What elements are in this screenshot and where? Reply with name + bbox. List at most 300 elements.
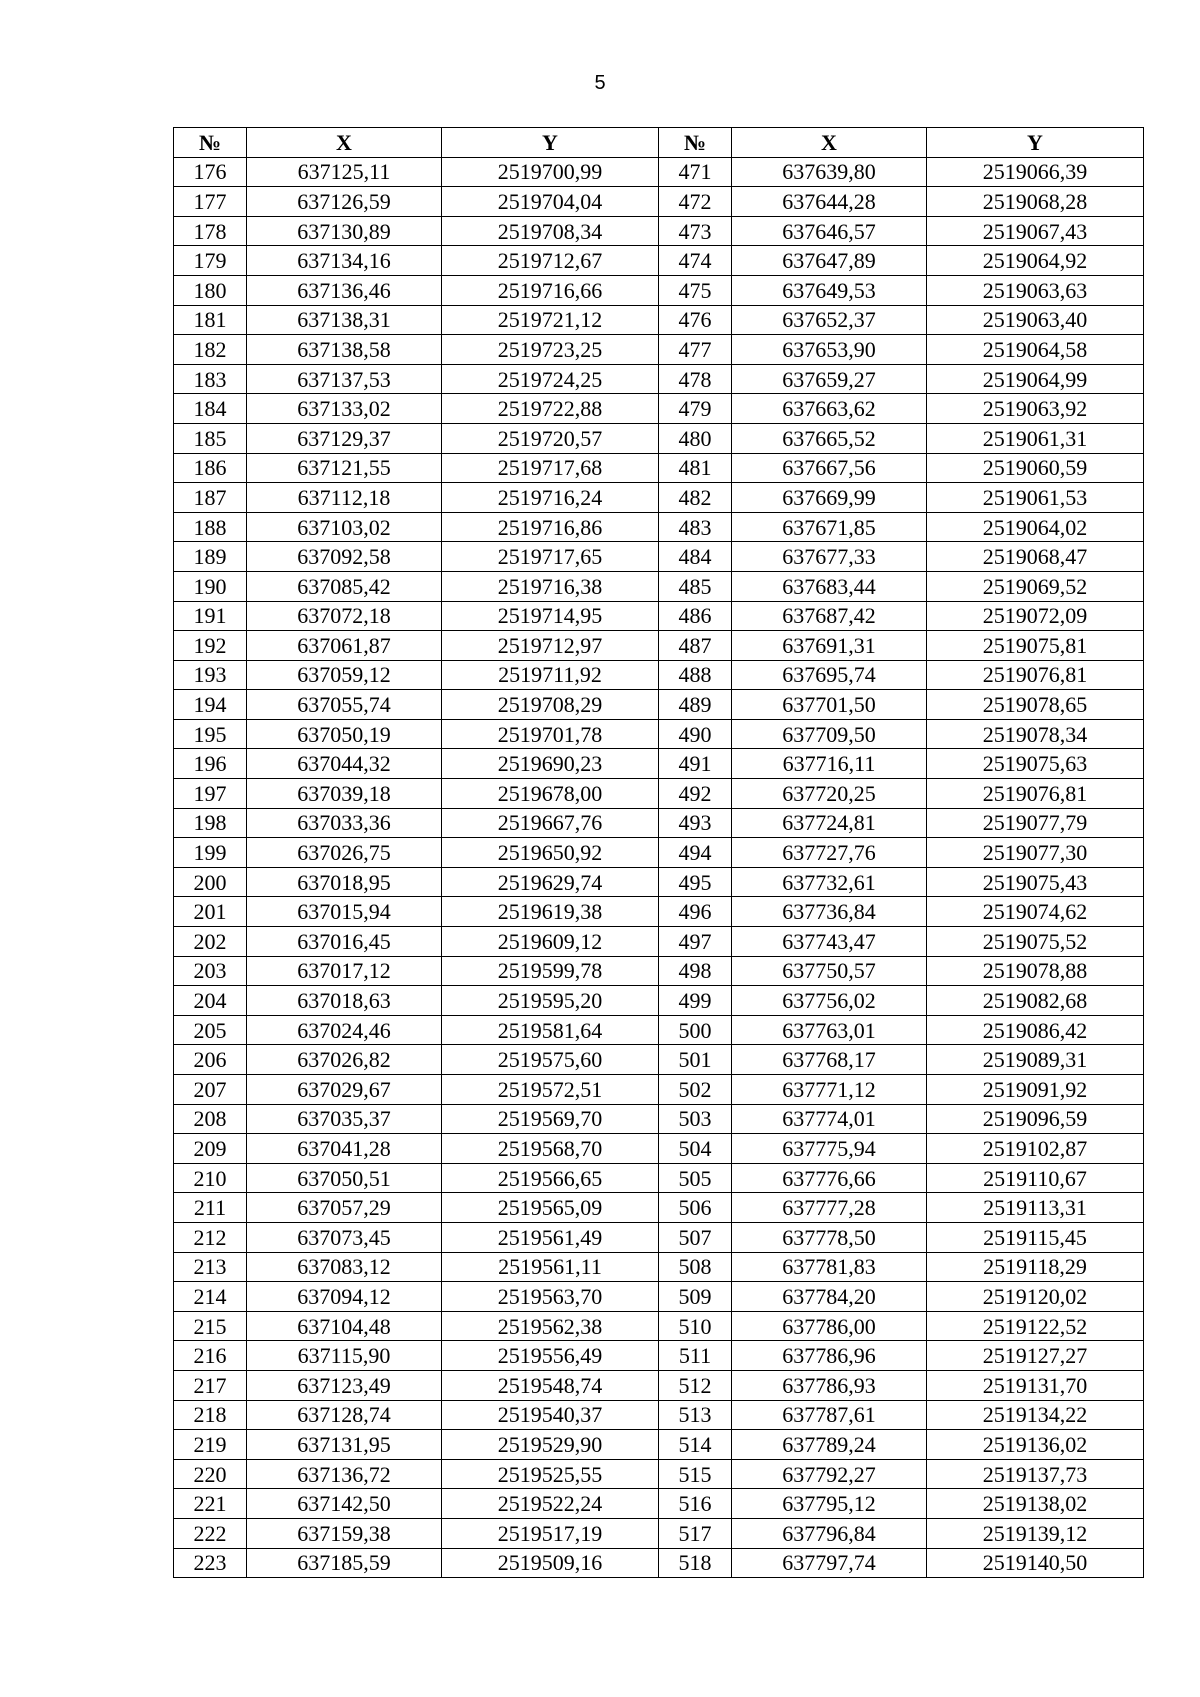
cell-x-right: 637786,93 xyxy=(732,1370,927,1400)
cell-y-left: 2519720,57 xyxy=(442,423,659,453)
cell-y-left: 2519723,25 xyxy=(442,335,659,365)
table-row xyxy=(174,571,1144,601)
table-row xyxy=(174,927,1144,957)
cell-x-right: 637724,81 xyxy=(732,808,927,838)
cell-y-left: 2519548,74 xyxy=(442,1370,659,1400)
table-row xyxy=(174,1193,1144,1223)
coordinates-table xyxy=(173,127,1144,1578)
cell-number-left: 214 xyxy=(174,1282,247,1312)
table-row xyxy=(174,1518,1144,1548)
table-row xyxy=(174,1163,1144,1193)
cell-y-right: 2519077,79 xyxy=(927,808,1144,838)
cell-y-left: 2519667,76 xyxy=(442,808,659,838)
cell-y-right: 2519102,87 xyxy=(927,1134,1144,1164)
cell-y-right: 2519120,02 xyxy=(927,1282,1144,1312)
cell-number-right: 508 xyxy=(659,1252,732,1282)
table-row xyxy=(174,956,1144,986)
cell-x-left: 637138,58 xyxy=(247,335,442,365)
cell-x-right: 637795,12 xyxy=(732,1489,927,1519)
cell-number-left: 223 xyxy=(174,1548,247,1578)
cell-x-right: 637787,61 xyxy=(732,1400,927,1430)
cell-y-left: 2519619,38 xyxy=(442,897,659,927)
cell-y-right: 2519076,81 xyxy=(927,660,1144,690)
cell-number-right: 480 xyxy=(659,423,732,453)
cell-number-left: 213 xyxy=(174,1252,247,1282)
cell-y-left: 2519561,49 xyxy=(442,1222,659,1252)
cell-y-left: 2519629,74 xyxy=(442,867,659,897)
cell-x-right: 637786,96 xyxy=(732,1341,927,1371)
cell-x-left: 637104,48 xyxy=(247,1311,442,1341)
header-number-right: № xyxy=(659,128,732,158)
cell-y-right: 2519134,22 xyxy=(927,1400,1144,1430)
cell-x-left: 637125,11 xyxy=(247,157,442,187)
cell-number-right: 514 xyxy=(659,1430,732,1460)
cell-x-right: 637687,42 xyxy=(732,601,927,631)
cell-x-left: 637137,53 xyxy=(247,364,442,394)
cell-y-left: 2519509,16 xyxy=(442,1548,659,1578)
cell-x-right: 637669,99 xyxy=(732,483,927,513)
cell-number-right: 490 xyxy=(659,719,732,749)
cell-y-right: 2519075,52 xyxy=(927,927,1144,957)
cell-number-right: 496 xyxy=(659,897,732,927)
cell-x-right: 637797,74 xyxy=(732,1548,927,1578)
cell-number-right: 481 xyxy=(659,453,732,483)
table-row xyxy=(174,1430,1144,1460)
cell-number-right: 482 xyxy=(659,483,732,513)
cell-y-left: 2519650,92 xyxy=(442,838,659,868)
cell-x-right: 637647,89 xyxy=(732,246,927,276)
table-row xyxy=(174,394,1144,424)
table-row xyxy=(174,1252,1144,1282)
cell-number-left: 184 xyxy=(174,394,247,424)
cell-x-right: 637659,27 xyxy=(732,364,927,394)
cell-y-right: 2519089,31 xyxy=(927,1045,1144,1075)
cell-y-left: 2519566,65 xyxy=(442,1163,659,1193)
cell-x-left: 637112,18 xyxy=(247,483,442,513)
cell-x-right: 637683,44 xyxy=(732,571,927,601)
cell-number-right: 477 xyxy=(659,335,732,365)
cell-x-right: 637743,47 xyxy=(732,927,927,957)
cell-y-right: 2519078,34 xyxy=(927,719,1144,749)
cell-x-right: 637784,20 xyxy=(732,1282,927,1312)
cell-number-left: 205 xyxy=(174,1015,247,1045)
cell-y-right: 2519078,65 xyxy=(927,690,1144,720)
cell-number-right: 502 xyxy=(659,1075,732,1105)
cell-x-left: 637018,95 xyxy=(247,867,442,897)
cell-number-right: 486 xyxy=(659,601,732,631)
cell-number-left: 209 xyxy=(174,1134,247,1164)
cell-y-right: 2519061,31 xyxy=(927,423,1144,453)
cell-y-left: 2519690,23 xyxy=(442,749,659,779)
cell-x-left: 637103,02 xyxy=(247,512,442,542)
cell-x-right: 637652,37 xyxy=(732,305,927,335)
cell-number-right: 505 xyxy=(659,1163,732,1193)
cell-y-right: 2519068,47 xyxy=(927,542,1144,572)
table-row xyxy=(174,1282,1144,1312)
cell-x-left: 637115,90 xyxy=(247,1341,442,1371)
table-row xyxy=(174,1370,1144,1400)
cell-number-left: 179 xyxy=(174,246,247,276)
table-row xyxy=(174,1459,1144,1489)
cell-x-right: 637653,90 xyxy=(732,335,927,365)
cell-y-left: 2519704,04 xyxy=(442,187,659,217)
cell-number-right: 504 xyxy=(659,1134,732,1164)
cell-y-right: 2519127,27 xyxy=(927,1341,1144,1371)
header-x-right: X xyxy=(732,128,927,158)
cell-y-right: 2519115,45 xyxy=(927,1222,1144,1252)
table-row xyxy=(174,275,1144,305)
table-row xyxy=(174,601,1144,631)
cell-y-right: 2519063,63 xyxy=(927,275,1144,305)
cell-x-left: 637128,74 xyxy=(247,1400,442,1430)
cell-y-right: 2519096,59 xyxy=(927,1104,1144,1134)
cell-number-right: 497 xyxy=(659,927,732,957)
cell-number-left: 196 xyxy=(174,749,247,779)
table-row xyxy=(174,690,1144,720)
table-row xyxy=(174,897,1144,927)
cell-x-right: 637665,52 xyxy=(732,423,927,453)
cell-y-right: 2519110,67 xyxy=(927,1163,1144,1193)
cell-number-right: 487 xyxy=(659,631,732,661)
cell-number-left: 216 xyxy=(174,1341,247,1371)
cell-number-left: 211 xyxy=(174,1193,247,1223)
cell-x-right: 637701,50 xyxy=(732,690,927,720)
cell-x-left: 637138,31 xyxy=(247,305,442,335)
cell-y-left: 2519716,24 xyxy=(442,483,659,513)
cell-number-left: 176 xyxy=(174,157,247,187)
cell-number-left: 207 xyxy=(174,1075,247,1105)
cell-x-right: 637750,57 xyxy=(732,956,927,986)
cell-y-left: 2519716,38 xyxy=(442,571,659,601)
cell-x-right: 637667,56 xyxy=(732,453,927,483)
cell-y-right: 2519063,40 xyxy=(927,305,1144,335)
cell-number-right: 499 xyxy=(659,986,732,1016)
cell-x-left: 637083,12 xyxy=(247,1252,442,1282)
cell-y-right: 2519131,70 xyxy=(927,1370,1144,1400)
cell-y-left: 2519609,12 xyxy=(442,927,659,957)
cell-number-left: 199 xyxy=(174,838,247,868)
cell-x-left: 637136,46 xyxy=(247,275,442,305)
cell-x-right: 637727,76 xyxy=(732,838,927,868)
cell-x-left: 637017,12 xyxy=(247,956,442,986)
cell-y-right: 2519067,43 xyxy=(927,216,1144,246)
table-row xyxy=(174,216,1144,246)
cell-y-left: 2519572,51 xyxy=(442,1075,659,1105)
cell-y-left: 2519595,20 xyxy=(442,986,659,1016)
cell-number-left: 187 xyxy=(174,483,247,513)
cell-number-right: 516 xyxy=(659,1489,732,1519)
cell-y-left: 2519569,70 xyxy=(442,1104,659,1134)
table-row xyxy=(174,719,1144,749)
cell-y-right: 2519076,81 xyxy=(927,779,1144,809)
cell-y-left: 2519525,55 xyxy=(442,1459,659,1489)
cell-x-left: 637133,02 xyxy=(247,394,442,424)
cell-x-left: 637059,12 xyxy=(247,660,442,690)
cell-x-right: 637709,50 xyxy=(732,719,927,749)
cell-number-left: 206 xyxy=(174,1045,247,1075)
cell-number-right: 473 xyxy=(659,216,732,246)
cell-y-left: 2519517,19 xyxy=(442,1518,659,1548)
cell-y-left: 2519700,99 xyxy=(442,157,659,187)
cell-y-left: 2519522,24 xyxy=(442,1489,659,1519)
cell-x-right: 637789,24 xyxy=(732,1430,927,1460)
cell-x-left: 637015,94 xyxy=(247,897,442,927)
cell-x-right: 637776,66 xyxy=(732,1163,927,1193)
cell-x-left: 637016,45 xyxy=(247,927,442,957)
cell-x-right: 637695,74 xyxy=(732,660,927,690)
cell-number-right: 500 xyxy=(659,1015,732,1045)
header-y-left: Y xyxy=(442,128,659,158)
cell-number-right: 494 xyxy=(659,838,732,868)
table-row xyxy=(174,1015,1144,1045)
header-number-left: № xyxy=(174,128,247,158)
cell-number-left: 212 xyxy=(174,1222,247,1252)
cell-number-right: 478 xyxy=(659,364,732,394)
cell-number-right: 515 xyxy=(659,1459,732,1489)
table-row xyxy=(174,1104,1144,1134)
cell-y-right: 2519091,92 xyxy=(927,1075,1144,1105)
cell-y-right: 2519077,30 xyxy=(927,838,1144,868)
cell-y-left: 2519716,66 xyxy=(442,275,659,305)
cell-y-right: 2519066,39 xyxy=(927,157,1144,187)
table-row xyxy=(174,1341,1144,1371)
table-row xyxy=(174,1045,1144,1075)
cell-number-right: 517 xyxy=(659,1518,732,1548)
cell-y-right: 2519075,43 xyxy=(927,867,1144,897)
cell-y-right: 2519137,73 xyxy=(927,1459,1144,1489)
cell-x-right: 637763,01 xyxy=(732,1015,927,1045)
cell-number-left: 182 xyxy=(174,335,247,365)
table-row xyxy=(174,453,1144,483)
cell-x-right: 637649,53 xyxy=(732,275,927,305)
cell-x-right: 637639,80 xyxy=(732,157,927,187)
cell-number-left: 191 xyxy=(174,601,247,631)
cell-x-left: 637121,55 xyxy=(247,453,442,483)
cell-number-right: 513 xyxy=(659,1400,732,1430)
cell-x-right: 637671,85 xyxy=(732,512,927,542)
cell-y-right: 2519063,92 xyxy=(927,394,1144,424)
cell-number-left: 180 xyxy=(174,275,247,305)
cell-x-left: 637134,16 xyxy=(247,246,442,276)
cell-number-left: 203 xyxy=(174,956,247,986)
table-row xyxy=(174,512,1144,542)
cell-x-right: 637778,50 xyxy=(732,1222,927,1252)
cell-number-right: 507 xyxy=(659,1222,732,1252)
table-row xyxy=(174,986,1144,1016)
table-row xyxy=(174,808,1144,838)
cell-number-left: 218 xyxy=(174,1400,247,1430)
table-row xyxy=(174,838,1144,868)
cell-number-right: 491 xyxy=(659,749,732,779)
cell-number-left: 193 xyxy=(174,660,247,690)
table-row xyxy=(174,305,1144,335)
cell-y-left: 2519708,34 xyxy=(442,216,659,246)
cell-y-right: 2519139,12 xyxy=(927,1518,1144,1548)
cell-number-left: 208 xyxy=(174,1104,247,1134)
cell-y-left: 2519575,60 xyxy=(442,1045,659,1075)
cell-x-left: 637123,49 xyxy=(247,1370,442,1400)
cell-y-left: 2519717,65 xyxy=(442,542,659,572)
cell-number-right: 475 xyxy=(659,275,732,305)
cell-number-left: 215 xyxy=(174,1311,247,1341)
cell-x-right: 637736,84 xyxy=(732,897,927,927)
cell-x-right: 637677,33 xyxy=(732,542,927,572)
cell-y-right: 2519082,68 xyxy=(927,986,1144,1016)
cell-x-left: 637035,37 xyxy=(247,1104,442,1134)
cell-x-right: 637663,62 xyxy=(732,394,927,424)
cell-x-left: 637072,18 xyxy=(247,601,442,631)
cell-number-left: 192 xyxy=(174,631,247,661)
cell-y-right: 2519122,52 xyxy=(927,1311,1144,1341)
cell-y-right: 2519118,29 xyxy=(927,1252,1144,1282)
cell-x-left: 637033,36 xyxy=(247,808,442,838)
cell-x-right: 637644,28 xyxy=(732,187,927,217)
cell-x-left: 637026,82 xyxy=(247,1045,442,1075)
cell-y-left: 2519562,38 xyxy=(442,1311,659,1341)
cell-y-left: 2519529,90 xyxy=(442,1430,659,1460)
cell-number-right: 512 xyxy=(659,1370,732,1400)
cell-y-right: 2519068,28 xyxy=(927,187,1144,217)
cell-y-right: 2519113,31 xyxy=(927,1193,1144,1223)
cell-x-right: 637781,83 xyxy=(732,1252,927,1282)
cell-number-left: 200 xyxy=(174,867,247,897)
cell-number-left: 185 xyxy=(174,423,247,453)
cell-number-right: 511 xyxy=(659,1341,732,1371)
cell-number-right: 474 xyxy=(659,246,732,276)
cell-number-right: 506 xyxy=(659,1193,732,1223)
cell-x-left: 637185,59 xyxy=(247,1548,442,1578)
cell-number-right: 485 xyxy=(659,571,732,601)
table-row xyxy=(174,542,1144,572)
cell-y-left: 2519712,97 xyxy=(442,631,659,661)
cell-x-right: 637720,25 xyxy=(732,779,927,809)
cell-y-left: 2519540,37 xyxy=(442,1400,659,1430)
cell-y-right: 2519064,02 xyxy=(927,512,1144,542)
cell-number-right: 472 xyxy=(659,187,732,217)
cell-number-right: 489 xyxy=(659,690,732,720)
cell-x-left: 637044,32 xyxy=(247,749,442,779)
table-row xyxy=(174,187,1144,217)
cell-y-right: 2519075,63 xyxy=(927,749,1144,779)
cell-x-left: 637041,28 xyxy=(247,1134,442,1164)
cell-number-right: 476 xyxy=(659,305,732,335)
cell-number-left: 220 xyxy=(174,1459,247,1489)
cell-x-right: 637646,57 xyxy=(732,216,927,246)
table-row xyxy=(174,749,1144,779)
cell-x-left: 637024,46 xyxy=(247,1015,442,1045)
cell-number-right: 483 xyxy=(659,512,732,542)
cell-x-left: 637026,75 xyxy=(247,838,442,868)
cell-y-right: 2519061,53 xyxy=(927,483,1144,513)
cell-x-left: 637136,72 xyxy=(247,1459,442,1489)
cell-x-left: 637130,89 xyxy=(247,216,442,246)
table-row xyxy=(174,1548,1144,1578)
cell-x-right: 637786,00 xyxy=(732,1311,927,1341)
cell-x-left: 637018,63 xyxy=(247,986,442,1016)
table-row xyxy=(174,335,1144,365)
cell-y-left: 2519724,25 xyxy=(442,364,659,394)
cell-x-left: 637092,58 xyxy=(247,542,442,572)
cell-x-right: 637732,61 xyxy=(732,867,927,897)
cell-y-right: 2519086,42 xyxy=(927,1015,1144,1045)
cell-x-left: 637073,45 xyxy=(247,1222,442,1252)
table-row xyxy=(174,483,1144,513)
cell-x-left: 637126,59 xyxy=(247,187,442,217)
cell-y-left: 2519708,29 xyxy=(442,690,659,720)
cell-y-right: 2519072,09 xyxy=(927,601,1144,631)
cell-y-left: 2519716,86 xyxy=(442,512,659,542)
cell-y-left: 2519556,49 xyxy=(442,1341,659,1371)
cell-y-left: 2519599,78 xyxy=(442,956,659,986)
cell-y-right: 2519064,58 xyxy=(927,335,1144,365)
cell-x-left: 637055,74 xyxy=(247,690,442,720)
cell-y-left: 2519565,09 xyxy=(442,1193,659,1223)
cell-y-left: 2519722,88 xyxy=(442,394,659,424)
cell-number-left: 177 xyxy=(174,187,247,217)
cell-x-right: 637792,27 xyxy=(732,1459,927,1489)
cell-y-right: 2519136,02 xyxy=(927,1430,1144,1460)
table-row xyxy=(174,1489,1144,1519)
cell-y-left: 2519568,70 xyxy=(442,1134,659,1164)
cell-y-left: 2519581,64 xyxy=(442,1015,659,1045)
table-row xyxy=(174,1222,1144,1252)
cell-number-left: 183 xyxy=(174,364,247,394)
cell-y-left: 2519561,11 xyxy=(442,1252,659,1282)
cell-number-right: 479 xyxy=(659,394,732,424)
cell-y-left: 2519717,68 xyxy=(442,453,659,483)
cell-x-right: 637716,11 xyxy=(732,749,927,779)
cell-number-right: 518 xyxy=(659,1548,732,1578)
cell-y-left: 2519711,92 xyxy=(442,660,659,690)
cell-number-left: 189 xyxy=(174,542,247,572)
cell-number-right: 488 xyxy=(659,660,732,690)
table-row xyxy=(174,779,1144,809)
header-y-right: Y xyxy=(927,128,1144,158)
cell-number-left: 219 xyxy=(174,1430,247,1460)
cell-y-left: 2519701,78 xyxy=(442,719,659,749)
cell-y-right: 2519078,88 xyxy=(927,956,1144,986)
table-row xyxy=(174,246,1144,276)
cell-x-left: 637029,67 xyxy=(247,1075,442,1105)
cell-x-right: 637774,01 xyxy=(732,1104,927,1134)
cell-x-left: 637050,19 xyxy=(247,719,442,749)
cell-y-left: 2519712,67 xyxy=(442,246,659,276)
cell-y-left: 2519714,95 xyxy=(442,601,659,631)
page-number: 5 xyxy=(594,72,606,94)
cell-number-right: 495 xyxy=(659,867,732,897)
cell-number-left: 186 xyxy=(174,453,247,483)
cell-number-right: 484 xyxy=(659,542,732,572)
cell-number-right: 492 xyxy=(659,779,732,809)
table-row xyxy=(174,1134,1144,1164)
cell-x-left: 637131,95 xyxy=(247,1430,442,1460)
cell-x-right: 637796,84 xyxy=(732,1518,927,1548)
cell-number-left: 197 xyxy=(174,779,247,809)
cell-y-right: 2519060,59 xyxy=(927,453,1144,483)
cell-number-left: 195 xyxy=(174,719,247,749)
table-row xyxy=(174,423,1144,453)
cell-number-right: 509 xyxy=(659,1282,732,1312)
cell-number-left: 181 xyxy=(174,305,247,335)
cell-y-right: 2519069,52 xyxy=(927,571,1144,601)
cell-y-left: 2519721,12 xyxy=(442,305,659,335)
cell-number-right: 510 xyxy=(659,1311,732,1341)
cell-x-right: 637768,17 xyxy=(732,1045,927,1075)
cell-x-left: 637039,18 xyxy=(247,779,442,809)
cell-number-right: 501 xyxy=(659,1045,732,1075)
cell-x-right: 637691,31 xyxy=(732,631,927,661)
cell-x-left: 637142,50 xyxy=(247,1489,442,1519)
